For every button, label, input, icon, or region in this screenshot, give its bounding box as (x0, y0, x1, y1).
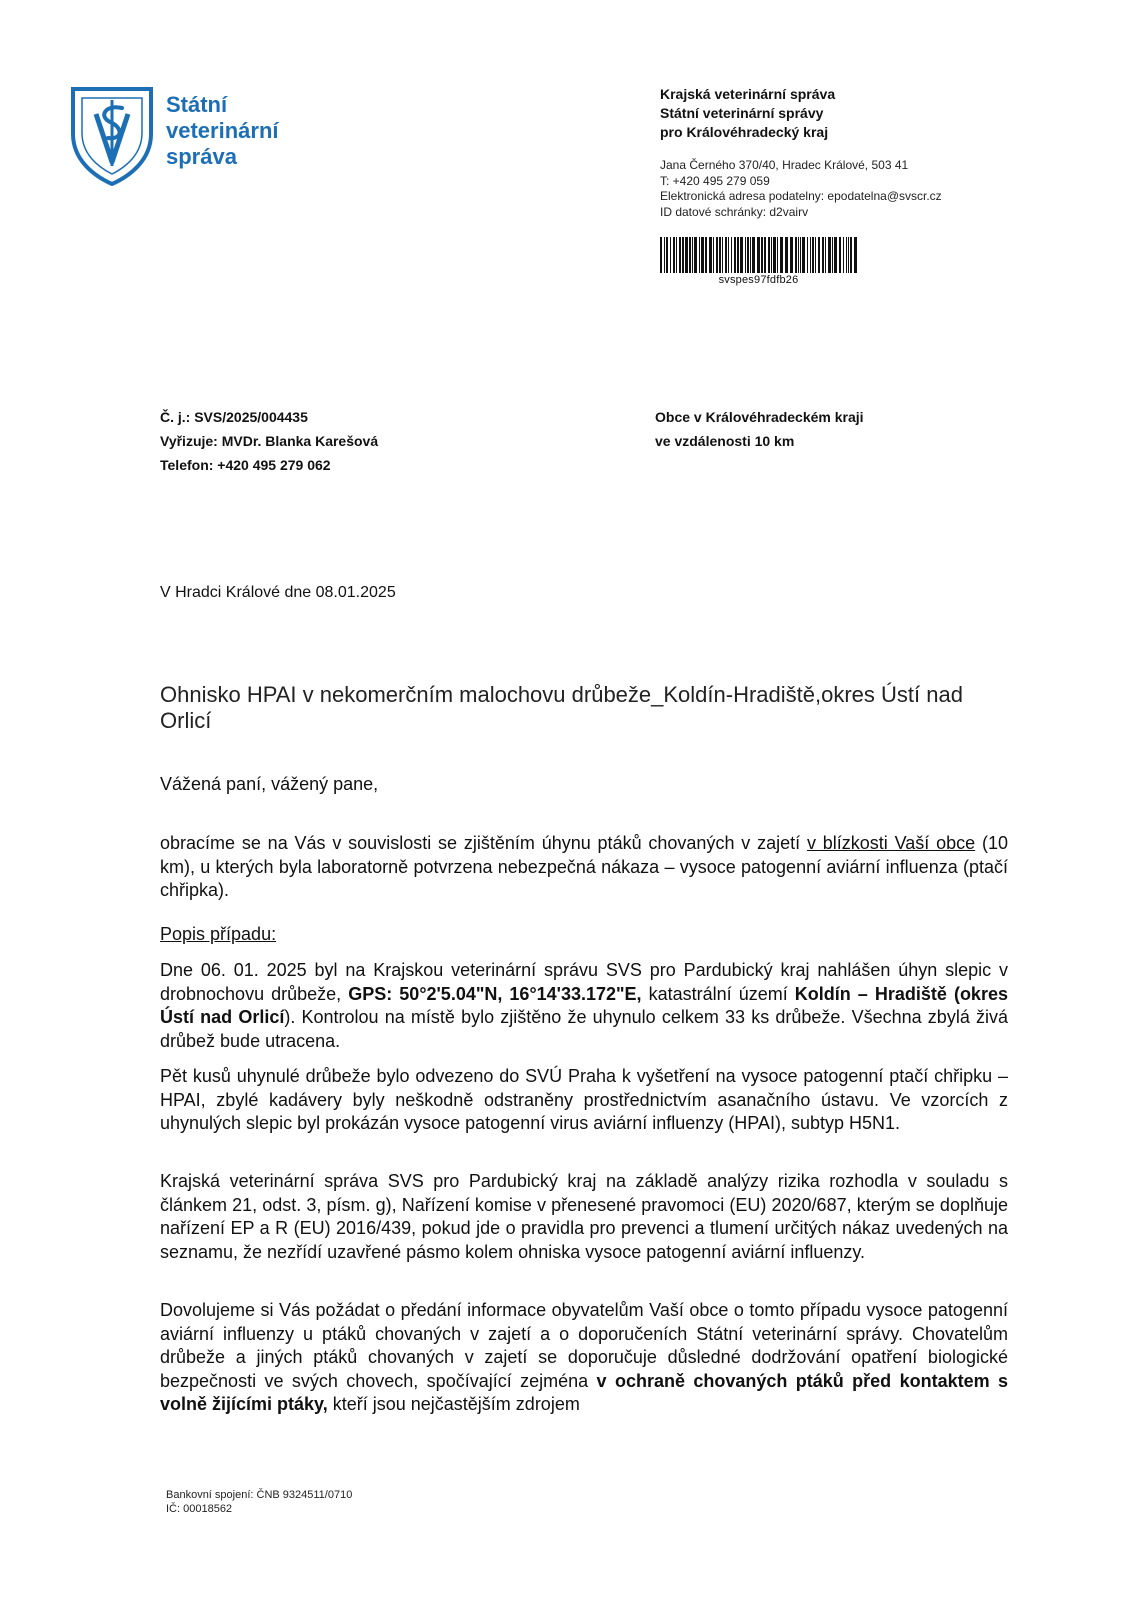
footer-bank: Bankovní spojení: ČNB 9324511/0710 (166, 1489, 353, 1501)
barcode-bar (785, 237, 788, 273)
barcode-bar (716, 237, 718, 273)
barcode-bar (682, 237, 684, 273)
barcode-bar (832, 237, 833, 273)
barcode-bar (846, 237, 847, 273)
p1-text-c: katastrální území (641, 983, 795, 1004)
barcode-bar (737, 237, 739, 273)
barcode-bar (848, 237, 849, 273)
barcode-bar (713, 237, 714, 273)
handled-by: Vyřizuje: MVDr. Blanka Karešová (160, 433, 379, 449)
barcode-bar (701, 237, 704, 273)
p1-text-a: Dne 06. 01. 2025 byl na Krajskou veterinární správu SVS pro Pardubický kraj nahlášen úhyn slepic v drobnochovu drůbeže, (160, 960, 1008, 1004)
p1-gps: GPS: 50°2'5.04"N, 16°14'33.172"E, (348, 983, 642, 1004)
barcode-bar (798, 237, 799, 273)
barcode-bar (666, 237, 668, 273)
barcode-bar (768, 237, 770, 273)
barcode-bar (692, 237, 693, 273)
barcode-bar (818, 237, 820, 273)
barcode-bar (719, 237, 721, 273)
reference-phone: Telefon: +420 495 279 062 (160, 457, 331, 473)
barcode-bar (694, 237, 697, 273)
contact-databox: ID datové schránky: d2vairv (660, 204, 809, 219)
barcode-bar (740, 237, 743, 273)
case-paragraph-4 (160, 1299, 1008, 1417)
barcode-bar (807, 237, 808, 273)
barcode-bar (843, 237, 844, 273)
p4-text-a: Dovolujeme si Vás požádat o předání informace obyvatelům Vaší obce o tomto případu vysoce patogenní aviární influenzy u ptáků chovaných v zajetí a o doporučeních Státní veterinární správy. Chovatelům drůbeže a jiných ptáků chovaných v zajetí se doporučuje důsledné dodržování opatření biologické bezpečnosti ve svých chovech, spočívající zejména (160, 1300, 1008, 1391)
barcode-bar (854, 237, 857, 273)
barcode-bar (802, 237, 805, 273)
p4-text-c: kteří jsou nejčastějším zdrojem (327, 1394, 580, 1414)
agency-name-block (660, 85, 1080, 142)
p1-locality: Koldín – Hradiště (okres Ústí nad Orlicí (160, 983, 1008, 1027)
barcode-bar (660, 237, 662, 273)
barcode-bar (673, 237, 675, 273)
barcode-bar (664, 237, 665, 273)
reference-number: Č. j.: SVS/2025/004435 (160, 409, 308, 425)
barcode-bar (731, 237, 732, 273)
barcode-bar (773, 237, 776, 273)
recipient-line-2: ve vzdálenosti 10 km (655, 433, 795, 449)
barcode-label: svspes97fdfb26 (718, 274, 799, 286)
barcode-bar (705, 237, 707, 273)
logo-line-3: správa (166, 144, 237, 169)
barcode-bar (834, 237, 837, 273)
agency-line: pro Královéhradecký kraj (660, 124, 829, 140)
case-paragraph-1 (160, 959, 1008, 1053)
barcode-bar (812, 237, 814, 273)
barcode-bar (822, 237, 824, 273)
barcode-bar (777, 237, 778, 273)
barcode-bar (685, 237, 688, 273)
contact-phone: T: +420 495 279 059 (660, 173, 770, 188)
barcode-bar (747, 237, 749, 273)
case-heading: Popis případu: (160, 924, 277, 944)
barcode-bar (699, 237, 700, 273)
contact-email: Elektronická adresa podatelny: epodatelna@svscr.cz (660, 189, 942, 203)
recipient-block (655, 405, 1075, 453)
barcode-bar (670, 237, 671, 273)
case-paragraph-2: Pět kusů uhynulé drůbeže bylo odvezeno do SVÚ Praha k vyšetření na vysoce patogenní ptačí chřipku – HPAI, zbylé kadávery byly neškodně odstraněny prostřednictvím asanačního ústavu. Ve vzorcích z uhynulých slepic byl prokázán vysoce patogenní virus aviární influenzy (HPAI), subtyp H5N1. (160, 1066, 1008, 1133)
barcode-bar (689, 237, 691, 273)
barcode-bar (709, 237, 712, 273)
barcode-bar (828, 237, 831, 273)
case-paragraph-3: Krajská veterinární správa SVS pro Pardubický kraj na základě analýzy rizika rozhodla v souladu s článkem 21, odst. 3, písm. g), Nařízení komise v přenesené pravomoci (EU) 2020/687, kterým se doplňuje nařízení EP a R (EU) 2016/439, pokud jde o pravidla pro prevenci a tlumení určitých nákaz uvedených na seznamu, že nezřídí uzavřené pásmo kolem ohniska vysoce patogenní aviární influenzy. (160, 1171, 1008, 1262)
barcode-bar (728, 237, 729, 273)
barcode-bar (839, 237, 841, 273)
logo-wordmark (166, 92, 279, 170)
recipient-line-1: Obce v Královéhradeckém kraji (655, 409, 864, 425)
barcode-bar (752, 237, 755, 273)
reference-block (160, 405, 580, 477)
barcode-bar (761, 237, 763, 273)
barcode-bar (679, 237, 681, 273)
barcode-bar (780, 237, 783, 273)
p4-emphasis: v ochraně chovaných ptáků před kontaktem s volně žijícími ptáky, (160, 1370, 1008, 1414)
barcode-bar (771, 237, 772, 273)
barcode-bar (725, 237, 727, 273)
barcode-bar (800, 237, 801, 273)
barcode-bar (757, 237, 760, 273)
barcode-bar (734, 237, 736, 273)
barcode-bar (750, 237, 751, 273)
barcode-bar (815, 237, 816, 273)
barcode-bar (676, 237, 677, 273)
barcode-bar (795, 237, 797, 273)
svs-shield-icon (70, 86, 154, 186)
footer-ic: IČ: 00018562 (166, 1503, 233, 1515)
barcode-bar (810, 237, 811, 273)
contact-address: Jana Černého 370/40, Hradec Králové, 503 41 (660, 158, 909, 172)
agency-logo (70, 86, 330, 186)
salutation: Vážená paní, vážený pane, (160, 774, 379, 794)
page-footer (166, 1488, 352, 1516)
logo-line-1: Státní (166, 92, 228, 117)
intro-text-pre: obracíme se na Vás v souvislosti se zjištěním úhynu ptáků chovaných v zajetí (160, 833, 807, 853)
intro-paragraph (160, 832, 1008, 903)
intro-text-underlined: v blízkosti Vaší obce (806, 833, 976, 853)
p1-text-e: ). Kontrolou na místě bylo zjištěno že uhynulo celkem 33 ks drůbeže. Všechna zbylá živá drůbež bude utracena. (160, 1007, 1008, 1051)
barcode-bar (825, 237, 826, 273)
barcode-bar (790, 237, 793, 273)
document-barcode (660, 237, 857, 273)
date-line: V Hradci Králové dne 08.01.2025 (160, 584, 396, 601)
letter-subject: Ohnisko HPAI v nekomerčním malochovu drůbeže_Koldín-Hradiště,okres Ústí nad Orlicí (160, 682, 963, 733)
agency-line: Krajská veterinární správa (660, 86, 836, 102)
agency-contact-block (660, 158, 1080, 220)
barcode-bar (722, 237, 723, 273)
intro-text-post: (10 km), u kterých byla laboratorně potvrzena nebezpečná nákaza – vysoce patogenní aviární influenza (ptačí chřipka). (160, 833, 1008, 900)
barcode-bar (745, 237, 746, 273)
agency-line: Státní veterinární správy (660, 105, 824, 121)
logo-line-2: veterinární (166, 118, 279, 143)
barcode-bar (850, 237, 852, 273)
barcode-bar (764, 237, 766, 273)
